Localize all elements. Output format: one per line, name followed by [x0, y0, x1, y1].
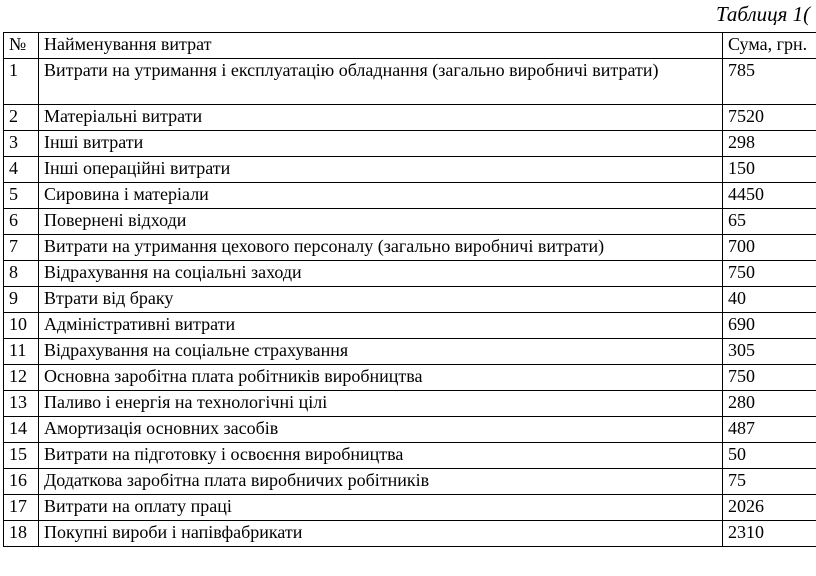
table-row [4, 209, 816, 235]
table-header-row [4, 33, 816, 59]
row-name: Сировина і матеріали [39, 183, 723, 209]
row-sum: 298 [723, 131, 816, 157]
table-row [4, 443, 816, 469]
row-number: 17 [4, 495, 39, 521]
row-name: Матеріальні витрати [39, 105, 723, 131]
row-sum: 750 [723, 365, 816, 391]
row-number: 10 [4, 313, 39, 339]
row-number: 7 [4, 235, 39, 261]
table-row [4, 131, 816, 157]
row-sum: 750 [723, 261, 816, 287]
costs-table [3, 32, 816, 547]
header-name: Найменування витрат [39, 33, 723, 59]
row-name: Інші операційні витрати [39, 157, 723, 183]
row-number: 1 [4, 59, 39, 105]
row-number: 9 [4, 287, 39, 313]
costs-table-body [4, 33, 816, 547]
row-number: 3 [4, 131, 39, 157]
row-sum: 690 [723, 313, 816, 339]
row-number: 14 [4, 417, 39, 443]
row-name: Витрати на оплату праці [39, 495, 723, 521]
row-name: Відрахування на соціальне страхування [39, 339, 723, 365]
table-row [4, 313, 816, 339]
row-number: 16 [4, 469, 39, 495]
row-number: 4 [4, 157, 39, 183]
row-name: Основна заробітна плата робітників виробництва [39, 365, 723, 391]
header-num: № [4, 33, 39, 59]
row-number: 5 [4, 183, 39, 209]
table-row [4, 521, 816, 547]
row-number: 18 [4, 521, 39, 547]
table-caption: Таблиця 1( [716, 2, 811, 26]
table-row [4, 287, 816, 313]
row-sum: 2310 [723, 521, 816, 547]
row-sum: 7520 [723, 105, 816, 131]
row-number: 11 [4, 339, 39, 365]
row-sum: 65 [723, 209, 816, 235]
row-name: Повернені відходи [39, 209, 723, 235]
table-row [4, 235, 816, 261]
table-row [4, 469, 816, 495]
row-name: Інші витрати [39, 131, 723, 157]
row-sum: 700 [723, 235, 816, 261]
table-row [4, 183, 816, 209]
row-name: Витрати на утримання і експлуатацію обладнання (загально виробничі витрати) [39, 59, 723, 105]
table-row [4, 59, 816, 105]
row-name: Додаткова заробітна плата виробничих робітників [39, 469, 723, 495]
row-sum: 150 [723, 157, 816, 183]
row-number: 6 [4, 209, 39, 235]
row-name: Адміністративні витрати [39, 313, 723, 339]
row-number: 12 [4, 365, 39, 391]
row-sum: 305 [723, 339, 816, 365]
table-row [4, 365, 816, 391]
row-number: 2 [4, 105, 39, 131]
row-name: Витрати на утримання цехового персоналу (загально виробничі витрати) [39, 235, 723, 261]
row-name: Втрати від браку [39, 287, 723, 313]
row-sum: 4450 [723, 183, 816, 209]
row-name: Паливо і енергія на технологічні цілі [39, 391, 723, 417]
row-sum: 2026 [723, 495, 816, 521]
row-sum: 40 [723, 287, 816, 313]
header-sum: Сума, грн. [723, 33, 816, 59]
table-row [4, 261, 816, 287]
table-row [4, 157, 816, 183]
row-sum: 50 [723, 443, 816, 469]
row-name: Відрахування на соціальні заходи [39, 261, 723, 287]
row-sum: 487 [723, 417, 816, 443]
table-row [4, 105, 816, 131]
row-number: 15 [4, 443, 39, 469]
table-row [4, 417, 816, 443]
table-row [4, 495, 816, 521]
row-name: Покупні вироби і напівфабрикати [39, 521, 723, 547]
row-number: 13 [4, 391, 39, 417]
row-sum: 280 [723, 391, 816, 417]
row-sum: 785 [723, 59, 816, 105]
row-name: Амортизація основних засобів [39, 417, 723, 443]
table-row [4, 391, 816, 417]
row-number: 8 [4, 261, 39, 287]
table-row [4, 339, 816, 365]
row-sum: 75 [723, 469, 816, 495]
row-name: Витрати на підготовку і освоєння виробництва [39, 443, 723, 469]
